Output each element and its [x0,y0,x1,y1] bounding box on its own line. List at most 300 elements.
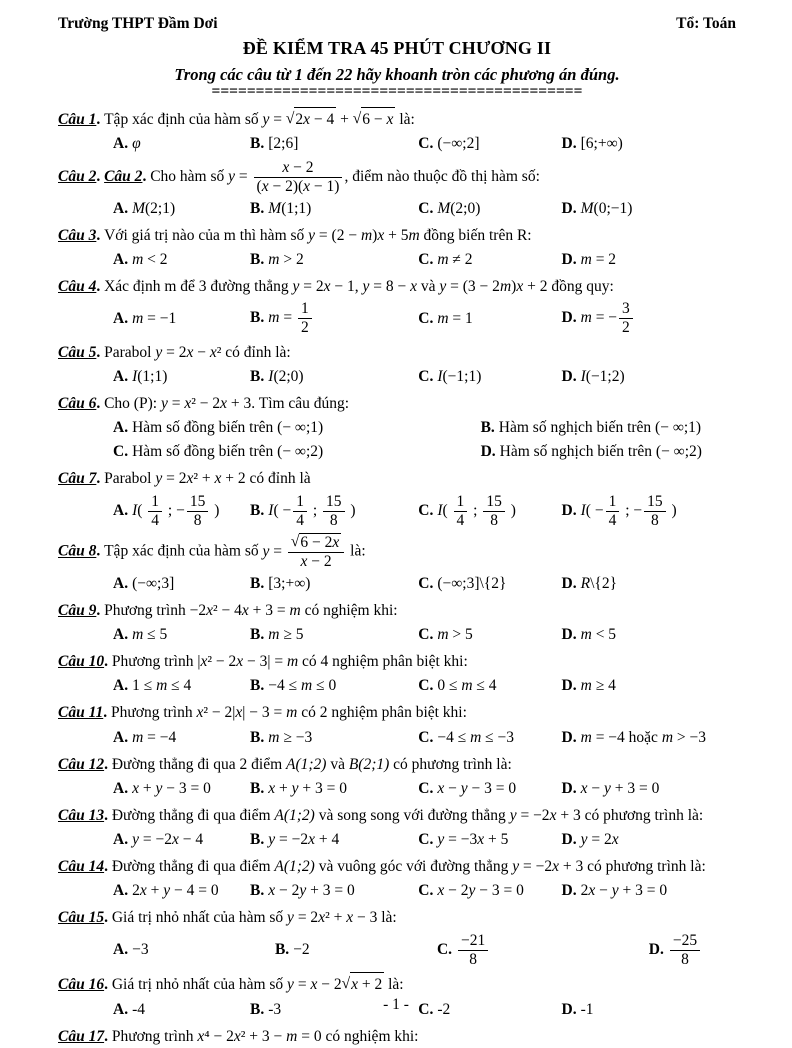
answer-option [562,726,736,750]
option-label: B. [250,309,265,327]
question [58,275,736,338]
option-label: A. [113,368,129,386]
answer-option [250,248,418,272]
option-value [132,729,176,746]
question-number: Câu 10 [58,653,105,671]
answer-option [562,777,736,801]
option-value [132,780,211,797]
stem-text: , điểm nào thuộc đồ thị hàm số: [344,168,540,186]
question-number-separator: . [104,806,112,824]
fraction: $\frac{1}{4}$ [606,493,620,530]
stem-text: Đường thẳng đi qua 2 điểm [111,755,286,773]
option-value [132,492,220,529]
option-value [437,831,508,848]
question-number: Câu 4 [58,278,97,296]
answer-option [250,828,418,852]
question-number: Câu 11 [58,704,104,722]
question-number-separator: . [96,343,105,361]
italic-text: B(2;1) [348,755,390,773]
page-subtitle: Trong các câu từ 1 đến 22 hãy khoanh tròn các phương án đúng. [174,64,620,84]
option-value [132,677,191,694]
stem-text: -2 [437,1000,451,1018]
option-label: C. [418,501,434,519]
answer-option [113,132,250,156]
math-expression: 2x + y − 4 = 0 [132,882,219,900]
stem-text: Giá trị nhỏ nhất của hàm số [111,976,288,994]
answer-option [418,307,561,331]
page-header [58,13,736,35]
question [58,855,736,903]
option-label: B. [250,135,265,153]
stem-text: đồng quy: [547,278,614,296]
option-value [268,135,298,152]
question-options [58,492,736,531]
option-value [668,931,702,968]
stem-text: có 2 nghiệm phân biệt khi: [297,704,467,722]
math-expression: −2x² − 4x + 3 = m [189,601,301,619]
stem-text: Parabol [104,470,156,488]
stem-text: và vuông góc với đường thẳng [314,858,513,876]
question-options [58,879,736,903]
option-label: B. [250,779,265,797]
question-number: Câu 12 [58,755,105,773]
option-label: D. [561,831,577,849]
question-stem [58,972,736,996]
option-value [581,135,623,152]
stem-text: Cho (P): [104,395,161,413]
math-expression [456,931,490,968]
answer-option [481,416,736,440]
question-number-separator: . [104,976,112,994]
math-expression: m ≥ −3 [268,728,313,746]
answer-option [113,197,250,221]
question-number: Câu 16 [58,976,105,994]
option-label: B. [250,574,265,592]
stem-text: Đường thẳng đi qua điểm [111,858,275,876]
option-value [132,443,323,460]
stem-text: . Tìm câu đúng: [251,395,350,413]
math-expression: x − 2y + 3 = 0 [268,882,355,900]
math-expression: y = (3 − 2m)x + 2 [439,278,548,296]
stem-text: Phương trình [104,601,190,619]
option-value [132,882,219,899]
question [58,224,736,272]
option-value [437,310,472,327]
option-label: C. [418,1000,434,1018]
stem-text: đồng biến trên R: [419,226,532,244]
option-label: C. [418,135,434,153]
option-label: D. [561,574,577,592]
option-value [268,677,336,694]
answer-option [418,492,561,531]
question-stem [58,599,736,622]
option-value [437,200,480,217]
math-expression: x + y − 3 = 0 [132,779,211,797]
fraction: $\frac{3}{2}$ [619,300,633,337]
math-expression: m = −4 [132,728,177,746]
option-label: C. [418,779,434,797]
option-label: C. [418,626,434,644]
stem-text: -1 [580,1000,594,1018]
stem-text: Giá trị nhỏ nhất của hàm số [111,909,288,927]
math-expression: (− ∞;2) [277,443,324,461]
option-label: D. [648,940,664,958]
question-number-separator: . [96,226,105,244]
question-stem [58,804,736,827]
option-label: C. [418,831,434,849]
question [58,599,736,647]
question-number-separator: . [96,168,105,186]
stem-text: Với giá trị nào của m thì hàm số [104,226,309,244]
stem-text: Đường thẳng đi qua điểm [111,806,275,824]
question-stem [58,224,736,247]
option-label: C. [418,882,434,900]
math-expression: |x² − 2x − 3| = m [197,653,299,671]
option-value [132,200,175,217]
stem-text: có phương trình là: [583,858,706,876]
option-value [581,677,616,694]
math-expression: x − y + 3 = 0 [580,779,660,797]
option-label: B. [250,1000,265,1018]
question-options [58,726,736,750]
stem-text: Phương trình [111,653,198,671]
option-label: C. [418,728,434,746]
math-expression: [2;6] [268,135,299,153]
option-value [581,368,625,385]
stem-text: hoặc [624,728,662,746]
stem-text: Parabol [104,343,156,361]
math-expression: [3;+∞) [268,574,311,592]
math-expression: m = − $\frac{3}{2}$ [581,309,635,326]
fraction: $\frac{15}{8}$ [483,493,505,530]
math-expression: y = 2x² + x + 2 [155,470,246,488]
stem-text: -3 [268,1000,282,1018]
answer-option [113,726,250,750]
answer-option [418,674,561,698]
answer-option [113,248,250,272]
question-number: Câu 15 [58,909,105,927]
question-number: Câu 2 [58,168,97,186]
fraction: $\frac{√6 - 2x}{x - 2}$ [288,533,344,571]
option-value [581,251,616,268]
option-value [268,368,303,385]
stem-text: có phương trình là: [389,755,512,773]
option-value [437,729,514,746]
question-options [58,299,736,338]
option-value [581,780,660,797]
option-value [580,300,635,337]
option-label: C. [436,940,453,958]
stem-text: là: [346,542,366,560]
question-number: Câu 1 [58,110,97,128]
answer-option [562,674,736,698]
answer-option [562,623,736,647]
answer-option [113,492,250,531]
option-value [581,575,617,592]
question-number-separator: . [96,470,105,488]
fraction: $\frac{15}{8}$ [644,493,666,530]
stem-text: Hàm số nghịch biến trên [498,419,656,437]
option-value [268,251,303,268]
option-value [132,831,203,848]
option-label: A. [113,779,129,797]
question-options [58,623,736,647]
option-value [132,626,167,643]
math-expression: y = 2x [580,831,619,849]
math-expression: m ≥ 4 [580,677,616,695]
math-expression: (− ∞;1) [277,419,324,437]
option-value [437,368,481,385]
stem-text: Xác định m để 3 đường thẳng [104,278,293,296]
answer-option [113,938,275,962]
stem-text: Tập xác định của hàm số [104,110,263,128]
math-expression: m = −4 [580,728,625,746]
fraction: $\frac{1}{4}$ [148,493,162,530]
math-expression: y = $\frac{√6 - 2x}{x - 2}$ [262,543,346,560]
sqrt-radical: √2x − 4 [286,107,336,131]
fraction: $\frac{-21}{8}$ [458,932,488,969]
question [58,701,736,749]
question-options [58,416,736,464]
question-number: Câu 6 [58,395,97,413]
answer-option [418,828,561,852]
math-expression: M(2;0) [437,199,481,217]
option-label: D. [561,779,577,797]
question-stem [58,107,736,131]
answer-option [113,623,250,647]
question-number: Câu 14 [58,858,105,876]
page-number: - 1 - [383,996,409,1013]
math-expression: I(−1;2) [580,368,625,386]
option-value [268,300,313,337]
question-number-separator: . [104,858,112,876]
option-label: A. [113,941,129,959]
answer-option [250,132,418,156]
option-value [132,135,141,152]
option-label: A. [113,251,129,269]
answer-option [250,197,418,221]
question-number: Câu 8 [58,542,97,560]
answer-option [113,365,250,389]
option-value [581,882,668,899]
math-expression: x⁴ − 2x² + 3 − m = 0 [197,1027,322,1045]
math-expression: M(1;1) [268,199,312,217]
option-value [132,310,176,327]
option-value [268,626,303,643]
option-label: B. [250,677,265,695]
option-label: C. [418,199,434,217]
question [58,341,736,389]
question-stem [58,467,736,490]
italic-text: A(1;2) [286,755,327,773]
math-expression: φ [132,135,141,153]
option-label: B. [250,199,265,217]
math-expression: y = 2x − 1, y = 8 − x [292,278,417,296]
stem-text: và [417,278,440,296]
question-options [58,674,736,698]
question-stem [58,392,736,415]
option-label: C. [418,574,434,592]
question-number-separator: . [96,395,105,413]
stem-text: -4 [132,1000,145,1018]
math-expression: −3 [132,941,149,959]
question-stem [58,341,736,364]
option-label: D. [561,882,577,900]
answer-option [113,777,250,801]
option-label: C. [418,251,434,269]
answer-option [250,777,418,801]
question [58,107,736,156]
stem-text: Cho hàm số [150,168,229,186]
department-name: Tổ: Toán [676,15,736,32]
math-expression: x − 2y − 3 = 0 [437,882,524,900]
option-value [437,251,472,268]
option-label: C. [113,443,129,461]
option-label: A. [113,135,129,153]
answer-option [562,879,736,903]
question [58,392,736,464]
option-value [437,492,516,529]
option-label: D. [561,368,577,386]
answer-option [562,572,736,596]
math-expression: 0 ≤ m ≤ 4 [437,677,497,695]
option-value [581,831,619,848]
option-label: B. [250,626,265,644]
question [58,1025,736,1048]
answer-option [113,674,250,698]
question-number-separator: . [104,1027,112,1045]
question [58,467,736,530]
question-number: Câu 7 [58,470,97,488]
question [58,906,736,969]
option-value [437,780,516,797]
option-label: B. [480,419,495,437]
math-expression: y = −2x + 3 [512,858,584,876]
option-value [132,368,167,385]
option-label: D. [561,728,577,746]
question-number: Câu 2 [104,168,143,186]
math-expression: y = 2x² + x − 3 [287,909,378,927]
question-stem [58,855,736,878]
option-value [437,575,506,592]
answer-option [418,777,561,801]
stem-text: có đỉnh là: [221,343,291,361]
answer-option [250,572,418,596]
option-label: D. [561,199,577,217]
option-value [580,492,677,529]
answer-option [250,726,418,750]
question-number-separator: . [96,278,105,296]
option-value [437,882,524,899]
math-expression: (−∞;2] [437,135,480,153]
math-expression: −2 [293,941,310,959]
stem-text: Tập xác định của hàm số [104,542,263,560]
math-expression: m ≥ 5 [268,626,304,644]
math-expression: x + y + 3 = 0 [268,779,348,797]
math-expression: I( − $\frac{1}{4}$ ; − $\frac{15}{8}$ ) [580,492,677,529]
italic-text: A(1;2) [274,858,315,876]
question-number-separator: . [104,653,112,671]
option-label: B. [250,831,265,849]
question-stem [58,701,736,724]
math-expression: I( $\frac{1}{4}$ ; − $\frac{15}{8}$ ) [132,492,220,529]
math-expression: m > 5 [437,626,473,644]
question-number: Câu 9 [58,601,97,619]
option-value [268,780,347,797]
question-list [58,107,736,1048]
answer-option [418,197,561,221]
option-value [499,419,701,436]
answer-option [562,197,736,221]
question [58,159,736,221]
math-expression: y = x² − 2x + 3 [160,395,252,413]
stem-text: có nghiệm khi: [321,1027,419,1045]
answer-option [437,931,649,970]
school-name: Trường THPT Đầm Dơi [58,15,218,32]
option-label: B. [250,728,265,746]
math-expression: I( − $\frac{1}{4}$ ; $\frac{15}{8}$ ) [268,492,356,529]
stem-text: là: [377,909,397,927]
math-expression: y = $\frac{x - 2}{(x - 2)(x - 1)}$ [228,168,344,185]
page-title: ĐỀ KIỂM TRA 45 PHÚT CHƯƠNG II [242,38,552,58]
math-expression: x² − 2|x| − 3 = m [196,704,298,722]
answer-option [250,299,418,338]
math-expression: m ≤ 5 [132,626,168,644]
option-label: A. [113,831,129,849]
option-label: A. [113,882,129,900]
math-expression: (− ∞;1) [655,419,702,437]
answer-option [562,299,736,338]
question-options [58,132,736,156]
answer-option [113,416,481,440]
math-expression [668,931,702,968]
question-number-separator: . [142,168,151,186]
stem-text: và song song với đường thẳng [314,806,510,824]
option-label: C. [418,309,434,327]
option-value [268,729,312,746]
math-expression: y = −3x + 5 [437,831,509,849]
math-expression: M(0;−1) [580,199,633,217]
answer-option [418,879,561,903]
option-value [132,251,167,268]
stem-text: Hàm số đồng biến trên [132,419,278,437]
stem-text: là: [395,110,415,128]
answer-option [250,623,418,647]
question-number-separator: . [96,601,105,619]
fraction: $\frac{-25}{8}$ [670,932,700,969]
math-expression: y = (2 − m)x + 5m [308,226,420,244]
option-label: D. [561,309,577,327]
math-expression: I(−1;1) [437,368,482,386]
option-label: A. [113,309,129,327]
math-expression: m < 2 [132,251,168,269]
answer-option [481,440,736,464]
option-value [456,931,490,968]
option-label: A. [113,1000,129,1018]
option-value [437,135,479,152]
answer-option [250,492,418,531]
question-stem [58,1025,736,1048]
question-number-separator: . [96,542,105,560]
math-expression: y = √2x − 4 + √6 − x [262,111,395,128]
answer-option [275,938,437,962]
question [58,650,736,698]
answer-option [418,132,561,156]
title-divider: ========================================== [211,85,583,99]
answer-option [113,572,250,596]
sqrt-radical: √6 − 2x [290,533,340,552]
answer-option [113,307,250,331]
